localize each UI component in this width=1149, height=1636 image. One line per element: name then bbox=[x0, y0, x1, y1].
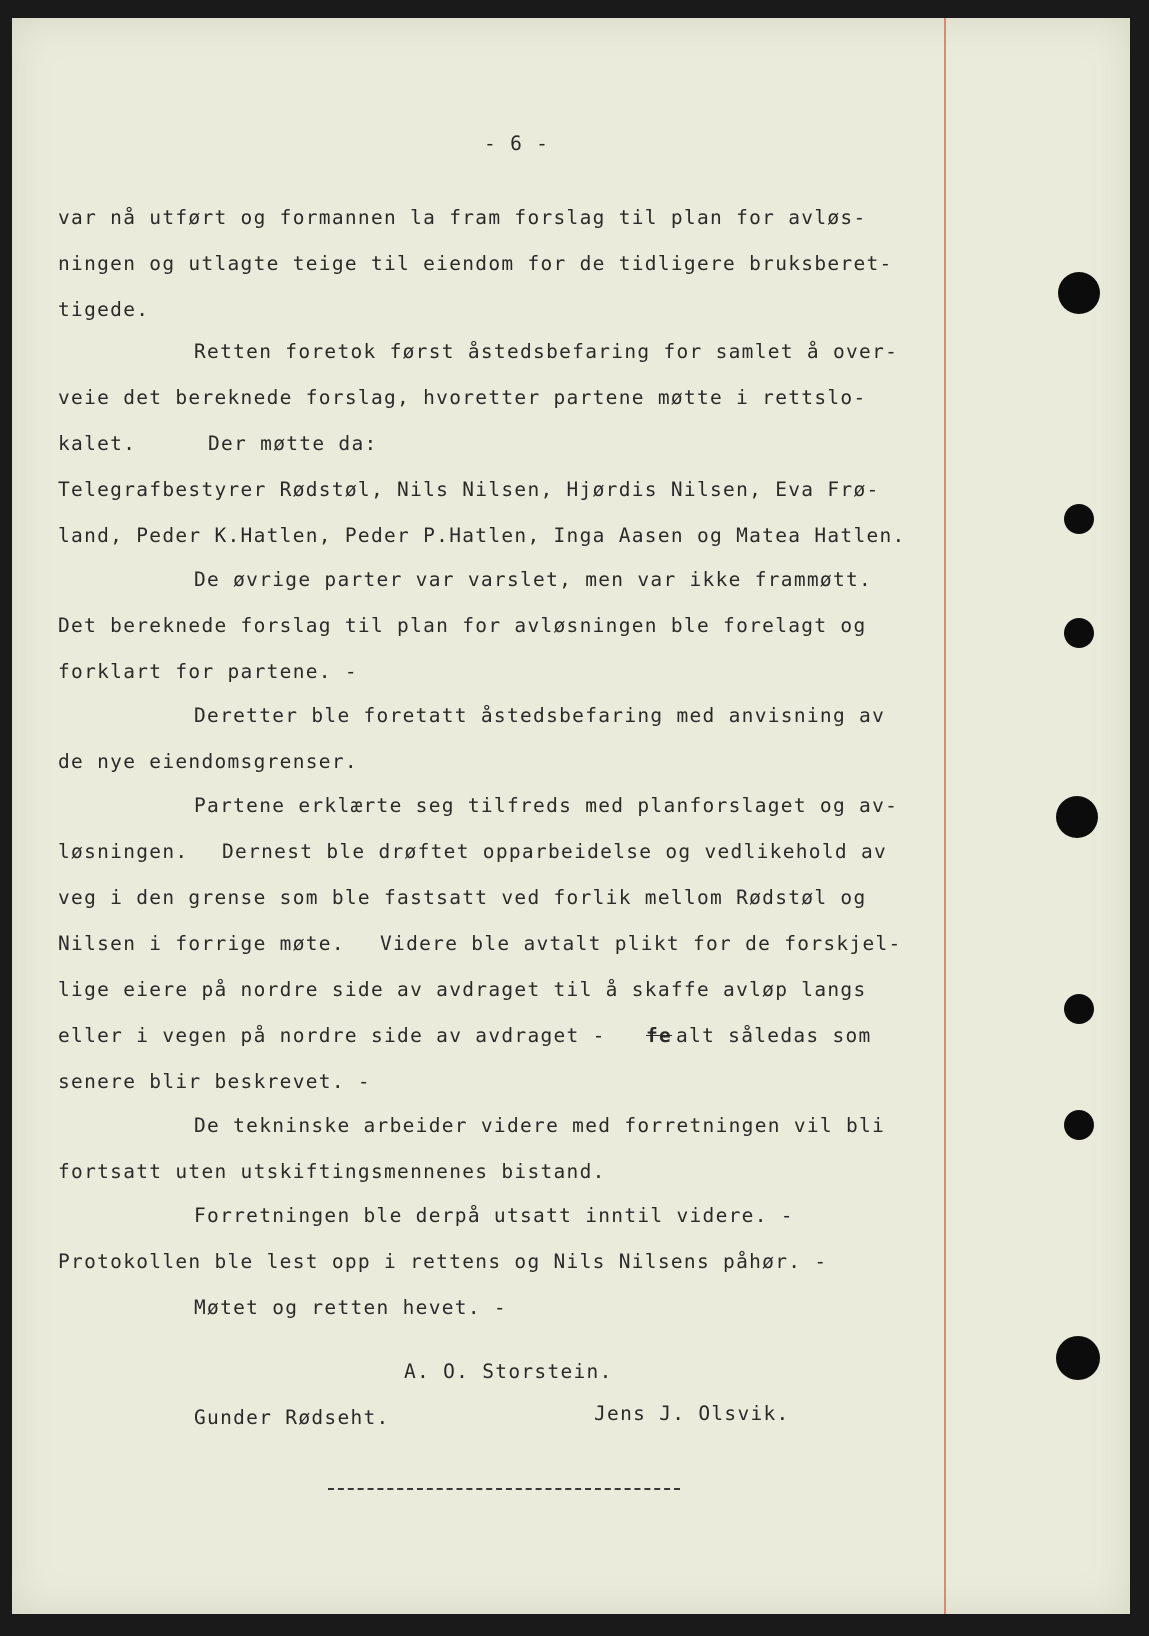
page-number: - 6 - bbox=[484, 132, 550, 155]
text-line: Forretningen ble derpå utsatt inntil videre. - bbox=[194, 1204, 794, 1227]
text-line: løsningen. bbox=[58, 840, 189, 863]
text-line: veg i den grense som ble fastsatt ved forlik mellom Rødstøl og bbox=[58, 886, 867, 909]
text-line: Videre ble avtalt plikt for de forskjel- bbox=[380, 932, 902, 955]
closing-rule bbox=[328, 1488, 680, 1490]
text-line: forklart for partene. - bbox=[58, 660, 358, 683]
text-line: var nå utført og formannen la fram forslag til plan for avløs- bbox=[58, 206, 867, 229]
text-line: Telegrafbestyrer Rødstøl, Nils Nilsen, Hjørdis Nilsen, Eva Frø- bbox=[58, 478, 880, 501]
signature-left: Gunder Rødseht. bbox=[194, 1406, 390, 1429]
text-line: veie det bereknede forslag, hvoretter partene møtte i rettslo- bbox=[58, 386, 867, 409]
text-line: tigede. bbox=[58, 298, 150, 321]
text-line: senere blir beskrevet. - bbox=[58, 1070, 371, 1093]
document-page bbox=[12, 18, 1130, 1614]
typed-text bbox=[12, 18, 1130, 1614]
text-line: ningen og utlagte teige til eiendom for de tidligere bruksberet- bbox=[58, 252, 893, 275]
signature-chair: A. O. Storstein. bbox=[404, 1360, 613, 1383]
text-line: kalet. bbox=[58, 432, 137, 455]
text-line: de nye eiendomsgrenser. bbox=[58, 750, 358, 773]
text-line: Nilsen i forrige møte. bbox=[58, 932, 345, 955]
text-line: alt såledas som bbox=[676, 1024, 872, 1047]
text-line: De øvrige parter var varslet, men var ikke frammøtt. bbox=[194, 568, 873, 591]
text-line: Det bereknede forslag til plan for avløsningen ble forelagt og bbox=[58, 614, 867, 637]
text-line: Protokollen ble lest opp i rettens og Nils Nilsens påhør. - bbox=[58, 1250, 828, 1273]
text-line: Møtet og retten hevet. - bbox=[194, 1296, 507, 1319]
text-line: Der møtte da: bbox=[208, 432, 378, 455]
text-line: fortsatt uten utskiftingsmennenes bistand. bbox=[58, 1160, 606, 1183]
text-line: eller i vegen på nordre side av avdraget - bbox=[58, 1024, 619, 1047]
struck-text: fe bbox=[646, 1024, 673, 1047]
signature-right: Jens J. Olsvik. bbox=[594, 1402, 790, 1425]
text-line: land, Peder K.Hatlen, Peder P.Hatlen, Inga Aasen og Matea Hatlen. bbox=[58, 524, 906, 547]
text-line: Partene erklærte seg tilfreds med planforslaget og av- bbox=[194, 794, 899, 817]
text-line: Dernest ble drøftet opparbeidelse og vedlikehold av bbox=[222, 840, 888, 863]
text-line: De tekninske arbeider videre med forretningen vil bli bbox=[194, 1114, 886, 1137]
text-line: Retten foretok først åstedsbefaring for samlet å over- bbox=[194, 340, 899, 363]
text-line: lige eiere på nordre side av avdraget til å skaffe avløp langs bbox=[58, 978, 867, 1001]
text-line: Deretter ble foretatt åstedsbefaring med anvisning av bbox=[194, 704, 886, 727]
